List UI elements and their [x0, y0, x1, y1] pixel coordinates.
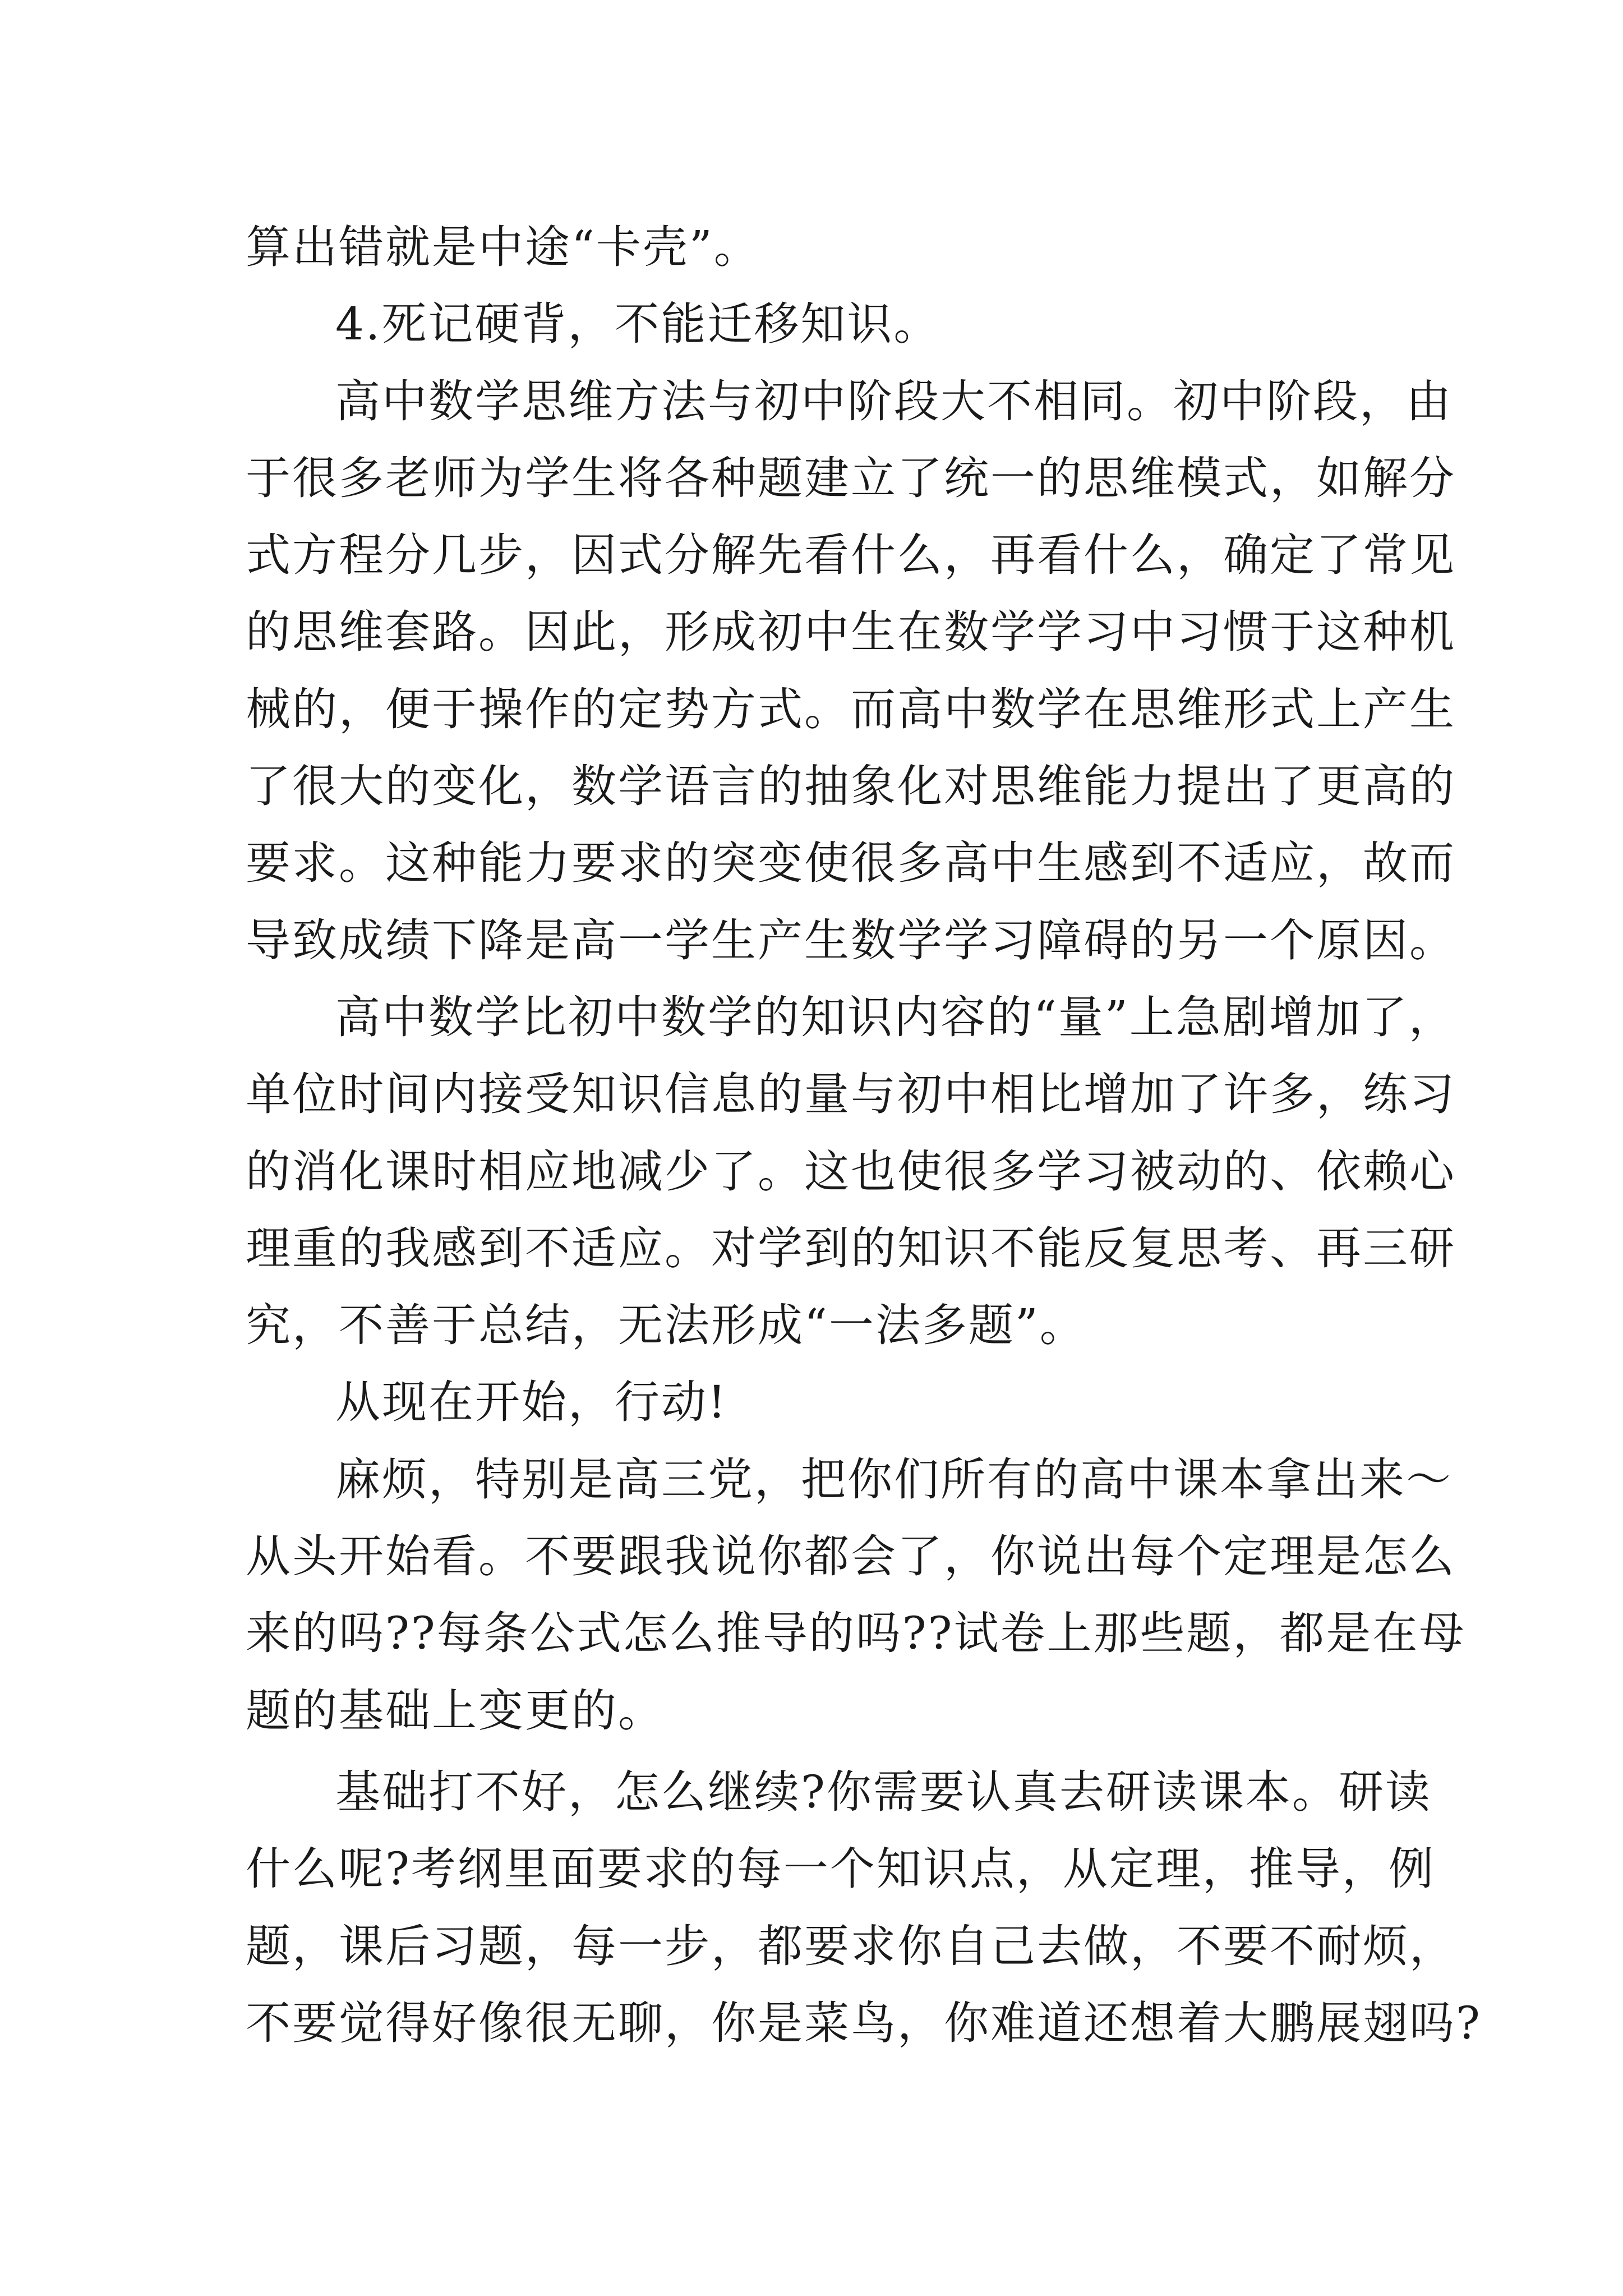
text-line: 导致成绩下降是高一学生产生数学学习障碍的另一个原因。 — [246, 914, 1456, 967]
text-line: 题的基础上变更的。 — [246, 1684, 665, 1737]
text-line: 要求。这种能力要求的突变使很多高中生感到不适应，故而 — [246, 837, 1456, 890]
text-line: 来的吗??每条公式怎么推导的吗??试卷上那些题，都是在母 — [246, 1607, 1466, 1660]
text-line: 题，课后习题，每一步，都要求你自己去做，不要不耐烦， — [246, 1920, 1456, 1972]
paragraph-start: 高中数学思维方法与初中阶段大不相同。初中阶段，由 — [335, 375, 1453, 427]
text-line: 什么呢?考纲里面要求的每一个知识点，从定理，推导，例 — [246, 1843, 1435, 1895]
document-body — [246, 209, 1482, 2062]
text-line: 了很大的变化，数学语言的抽象化对思维能力提出了更高的 — [246, 760, 1456, 813]
paragraph-start: 高中数学比初中数学的知识内容的“量”上急剧增加了， — [335, 991, 1455, 1043]
paragraph-start: 从现在开始，行动! — [335, 1376, 728, 1429]
text-line: 理重的我感到不适应。对学到的知识不能反复思考、再三研 — [246, 1222, 1456, 1274]
text-line: 于很多老师为学生将各种题建立了统一的思维模式，如解分 — [246, 452, 1456, 504]
text-line: 式方程分几步，因式分解先看什么，再看什么，确定了常见 — [246, 529, 1456, 582]
text-line: 械的，便于操作的定势方式。而高中数学在思维形式上产生 — [246, 683, 1456, 735]
list-item-heading: 4.死记硬背，不能迁移知识。 — [335, 298, 940, 351]
text-line: 不要觉得好像很无聊，你是菜鸟，你难道还想着大鹏展翅吗? — [246, 1996, 1482, 2049]
text-line: 究，不善于总结，无法形成“一法多题”。 — [246, 1299, 1086, 1352]
text-line: 的思维套路。因此，形成初中生在数学学习中习惯于这种机 — [246, 606, 1456, 659]
text-line: 单位时间内接受知识信息的量与初中相比增加了许多，练习 — [246, 1068, 1456, 1121]
text-line: 的消化课时相应地减少了。这也使很多学习被动的、依赖心 — [246, 1145, 1456, 1198]
paragraph-start: 麻烦，特别是高三党，把你们所有的高中课本拿出来～ — [335, 1453, 1453, 1506]
paragraph-start: 基础打不好，怎么继续?你需要认真去研读课本。研读 — [335, 1765, 1432, 1818]
text-line: 算出错就是中途“卡壳”。 — [246, 221, 760, 273]
text-line: 从头开始看。不要跟我说你都会了，你说出每个定理是怎么 — [246, 1530, 1456, 1583]
